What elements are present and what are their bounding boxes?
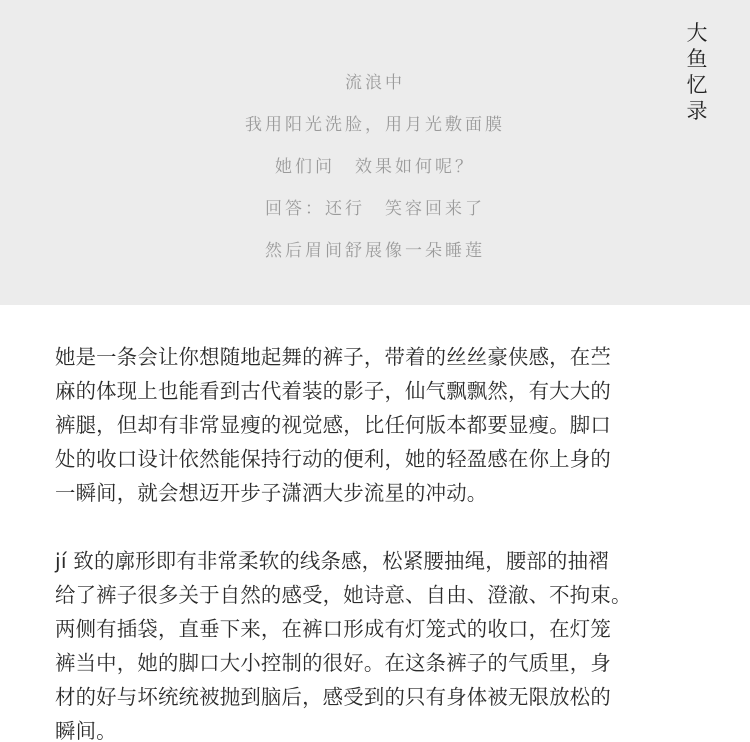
paragraph-1 — [55, 340, 705, 510]
paragraph-line: 她是一条会让你想随地起舞的裤子，带着的丝丝豪侠感，在苎 — [55, 345, 611, 369]
poem — [0, 68, 750, 278]
brand-vertical-title — [682, 20, 712, 124]
article-body — [55, 340, 705, 742]
header-banner — [0, 0, 750, 305]
paragraph-line: 麻的体现上也能看到古代着装的影子，仙气飘飘然，有大大的 — [55, 379, 611, 403]
paragraph-line: 裤当中，她的脚口大小控制的很好。在这条裤子的气质里，身 — [55, 651, 611, 675]
paragraph-line: 材的好与坏统统被抛到脑后，感受到的只有身体被无限放松的 — [55, 685, 611, 709]
poem-line: 她们问 效果如何呢？ — [275, 157, 475, 177]
paragraph-line: 处的收口设计依然能保持行动的便利，她的轻盈感在你上身的 — [55, 447, 611, 471]
paragraph-line: 给了裤子很多关于自然的感受，她诗意、自由、澄澈、不拘束。 — [55, 583, 632, 607]
paragraph-line: 两侧有插袋，直垂下来，在裤口形成有灯笼式的收口，在灯笼 — [55, 617, 611, 641]
brand-char: 鱼 — [686, 47, 708, 71]
paragraph-line: jí 致的廓形即有非常柔软的线条感，松紧腰抽绳，腰部的抽褶 — [55, 549, 609, 573]
paragraph-line: 瞬间。 — [55, 719, 117, 742]
brand-char: 录 — [686, 99, 708, 123]
poem-line: 我用阳光洗脸，用月光敷面膜 — [245, 115, 505, 135]
paragraph-line: 裤腿，但却有非常显瘦的视觉感，比任何版本都要显瘦。脚口 — [55, 413, 611, 437]
brand-char: 大 — [686, 21, 708, 45]
brand-char: 忆 — [686, 73, 708, 97]
poem-line: 流浪中 — [345, 73, 405, 93]
paragraph-2 — [55, 544, 705, 742]
poem-line: 然后眉间舒展像一朵睡莲 — [265, 241, 485, 261]
paragraph-line: 一瞬间，就会想迈开步子潇洒大步流星的冲动。 — [55, 481, 488, 505]
poem-line: 回答：还行 笑容回来了 — [265, 199, 485, 219]
